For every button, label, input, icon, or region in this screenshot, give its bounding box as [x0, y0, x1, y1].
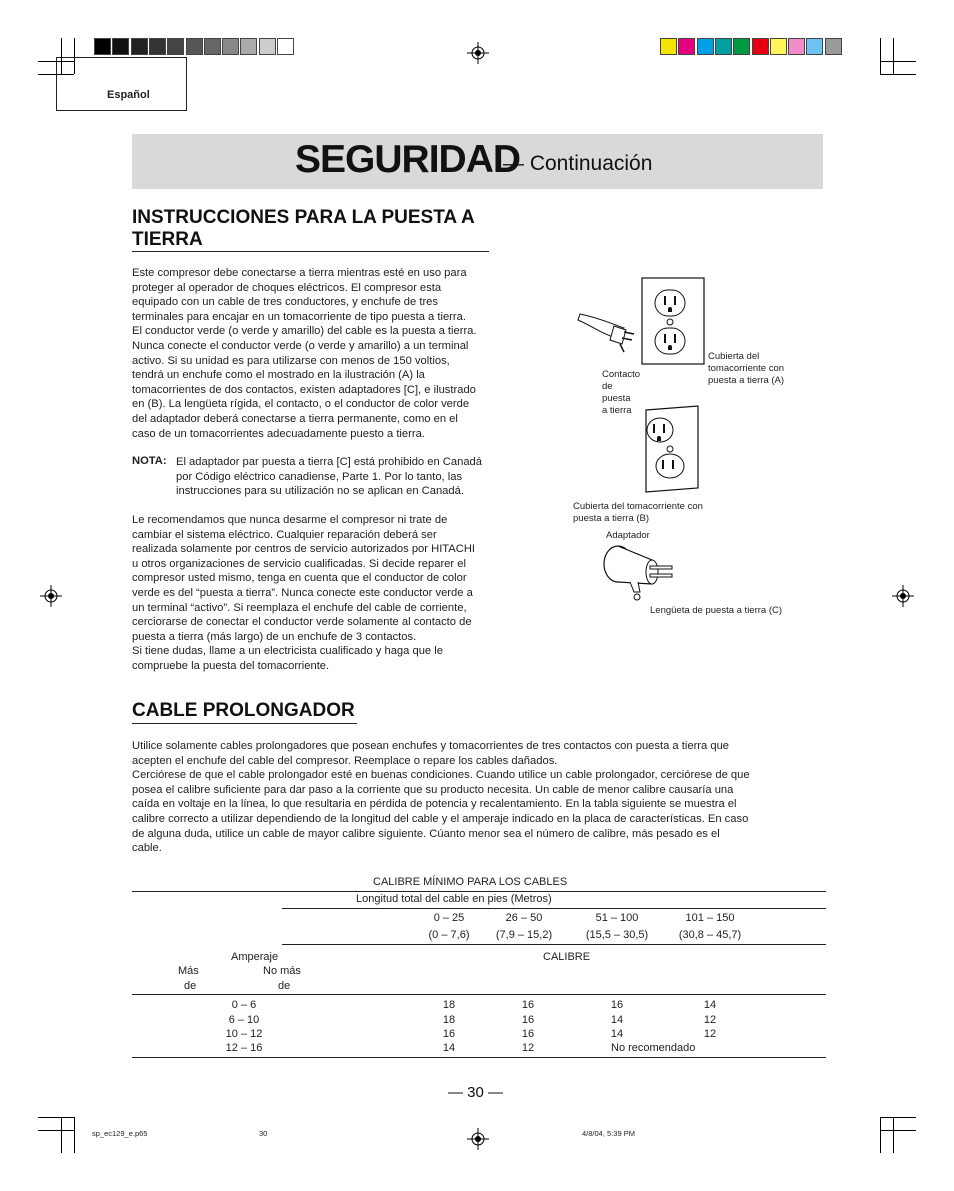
crop-mark: [893, 38, 894, 74]
text-line: Si tiene dudas, llame a un electricista cualificado y haga que le: [132, 645, 443, 658]
crop-mark: [61, 1117, 62, 1153]
registration-mark-icon: [467, 1128, 489, 1150]
footer-file: sp_ec129_e.p65: [92, 1129, 148, 1138]
page-number: — 30 —: [448, 1084, 504, 1101]
table-cell: 14: [703, 999, 717, 1011]
text-line: puesta a tierra (más largo) de un enchufe de 3 contactos.: [132, 630, 417, 643]
crop-mark: [880, 1130, 916, 1131]
label-line: Contacto: [602, 369, 641, 380]
table-rule-length: [282, 908, 826, 909]
color-swatch: [204, 38, 221, 55]
registration-mark-icon: [892, 585, 914, 607]
color-swatch: [259, 38, 276, 55]
table-cell: 18: [442, 999, 456, 1011]
footer-date: 4/8/04, 5:39 PM: [582, 1129, 635, 1138]
color-swatch: [240, 38, 257, 55]
grounding-paragraph-1: [132, 266, 532, 441]
grounding-heading-line2: TIERRA: [132, 229, 203, 250]
table-cell-amp: 10 – 12: [225, 1028, 263, 1040]
text-line: El conductor verde (o verde y amarillo) del cable es la puesta a tierra.: [132, 325, 477, 338]
language-label: Español: [107, 89, 150, 101]
table-cell-amp: 12 – 16: [225, 1042, 263, 1054]
text-line: tendrá un enchufe como el mostrado en la ilustración (A) la: [132, 369, 425, 382]
text-line: cambiar el sistema eléctrico. Cualquier reparación deberá ser: [132, 528, 437, 541]
label-line: tomacorriente con: [708, 363, 785, 374]
label-line: a tierra: [602, 405, 632, 416]
text-line: Nunca conecte el conductor verde (o verde y amarillo) a un terminal: [132, 339, 469, 352]
text-line: caso de un tomacorrientes adecuadamente puesto a tierra.: [132, 427, 425, 440]
crop-mark: [38, 1130, 74, 1131]
label-contacto: [602, 369, 640, 417]
text-line: u otros organizaciones de servicio cualificadas. Si decide reparer el: [132, 557, 466, 570]
text-line: equipado con un cable de tres conductores, y enchufe de tres: [132, 296, 438, 309]
text-line: compresor usted mismo, tenga en cuenta que el conductor de color: [132, 572, 467, 585]
label-line: puesta a tierra (B): [573, 513, 650, 524]
text-line: instrucciones para su utilización no se aplican en Canadá.: [176, 485, 464, 498]
table-rule-top: [132, 891, 826, 892]
text-line: realizada solamente por centros de servicio autorizados por HITACHI: [132, 543, 476, 556]
range-m: (0 – 7,6): [428, 929, 470, 941]
text-line: acepten el enchufe del cable del compresor. Reemplace o repare los cables dañados.: [132, 754, 558, 767]
label-cubierta-a: [708, 351, 784, 387]
text-line: cerciorarse de conectar el conductor verde solamente al contacto de: [132, 616, 472, 629]
calibre-label: CALIBRE: [543, 951, 591, 963]
de-label: de: [278, 980, 291, 992]
page-title: SEGURIDAD: [295, 138, 521, 181]
text-line: en (B). La lengüeta rígida, el contacto, o el conductor de color verde: [132, 398, 470, 411]
text-line: compruebe la puesta del tomacorriente.: [132, 659, 330, 672]
label-adaptador: Adaptador: [606, 530, 650, 541]
note-label: NOTA:: [132, 455, 167, 467]
text-line: proteger al operador de choques eléctricos. El compresor esta: [132, 281, 442, 294]
table-title: CALIBRE MÍNIMO PARA LOS CABLES: [373, 876, 568, 888]
color-swatch: [825, 38, 842, 55]
label-lengueta: Lengüeta de puesta a tierra (C): [650, 605, 783, 616]
label-line: Cubierta del: [708, 351, 760, 362]
table-length-header: Longitud total del cable en pies (Metros): [356, 893, 552, 905]
table-cell: 16: [442, 1028, 456, 1040]
text-line: Este compresor debe conectarse a tierra mientras esté en uso para: [132, 267, 467, 279]
label-line: puesta: [602, 393, 631, 404]
adapter-illustration: [600, 542, 680, 608]
text-line: caída en voltaje en la línea, lo que resultaria en pérdida de potencia y recalentamiento. En la tabla siguiente se muestra el: [132, 798, 737, 811]
amperaje-label: Amperaje: [231, 951, 279, 963]
no-mas-label: No más: [263, 965, 301, 977]
text-line: terminales para encajar en un tomacorriente de tipo puesta a tierra.: [132, 310, 466, 323]
label-cubierta-b: [573, 501, 703, 525]
table-cell: 12: [703, 1028, 717, 1040]
text-line: por Código eléctrico canadiense, Parte 1. Por lo tanto, las: [176, 470, 463, 483]
outlet-a-illustration: [572, 276, 712, 371]
text-line: de alguna duda, utilice un cable de mayor calibre siguiente. Cúanto menor sea el número de calibre, más pesado es el: [132, 827, 720, 840]
range-ft: 26 – 50: [505, 912, 543, 924]
color-swatch: [149, 38, 166, 55]
extension-paragraph: [132, 739, 832, 856]
table-cell-amp: 0 – 6: [231, 999, 257, 1011]
extension-heading: CABLE PROLONGADOR: [132, 700, 355, 721]
text-line: tomacorrientes de dos contactos, existen adaptadores [C], e ilustrado: [132, 383, 476, 396]
crop-mark: [880, 1117, 881, 1153]
grounding-paragraph-2: [132, 513, 532, 674]
footer-page: 30: [259, 1129, 268, 1138]
grounding-heading: [132, 207, 512, 251]
crop-mark: [880, 38, 881, 74]
table-cell: 16: [521, 999, 535, 1011]
label-line: puesta a tierra (A): [708, 375, 785, 386]
color-swatch: [752, 38, 769, 55]
table-cell: 12: [521, 1042, 535, 1054]
label-line: Cubierta del tomacorriente con: [573, 501, 703, 512]
color-swatch: [131, 38, 148, 55]
table-rule-header: [132, 994, 826, 995]
label-line: de: [602, 381, 613, 392]
table-cell: 14: [610, 1028, 624, 1040]
color-swatch: [733, 38, 750, 55]
title-banner: [132, 134, 823, 189]
color-swatch: [715, 38, 732, 55]
table-cell: 14: [610, 1014, 624, 1026]
crop-mark: [74, 1117, 75, 1153]
grounding-heading-line1: INSTRUCCIONES PARA LA PUESTA A: [132, 207, 475, 228]
range-ft: 51 – 100: [595, 912, 639, 924]
table-cell: 16: [521, 1028, 535, 1040]
mas-label: Más: [178, 965, 199, 977]
page-subtitle: — Continuación: [503, 152, 653, 175]
text-line: posea el calibre suficiente para dar paso a la corriente que su producto necesita. Un cable de menor calibre causaría una: [132, 783, 734, 796]
range-m: (30,8 – 45,7): [678, 929, 742, 941]
table-cell: 16: [521, 1014, 535, 1026]
table-cell: 16: [610, 999, 624, 1011]
text-line: calibre correcto a utilizar dependiendo de la longitud del cable y el amperaje indicado en la placa de características. En caso: [132, 812, 749, 825]
color-swatch: [697, 38, 714, 55]
table-cell: 14: [442, 1042, 456, 1054]
text-line: verde es del “puesta a tierra”. Nunca conecte este conductor verde a: [132, 586, 473, 599]
color-swatch: [660, 38, 677, 55]
text-line: del adaptador deberá conectarse a tierra permanente, como en el: [132, 412, 458, 425]
registration-mark-icon: [467, 42, 489, 64]
table-rule-bottom: [132, 1057, 826, 1058]
table-cell-amp: 6 – 10: [228, 1014, 260, 1026]
range-m: (15,5 – 30,5): [585, 929, 649, 941]
table-cell: 12: [703, 1014, 717, 1026]
range-m: (7,9 – 15,2): [495, 929, 553, 941]
extension-heading-rule: [132, 723, 357, 724]
color-swatch: [277, 38, 294, 55]
color-swatch: [788, 38, 805, 55]
crop-mark: [38, 1117, 74, 1118]
color-swatch: [112, 38, 129, 55]
range-ft: 0 – 25: [433, 912, 465, 924]
range-ft: 101 – 150: [685, 912, 735, 924]
text-line: un terminal “activo”. Si reemplaza el enchufe del cable de corriente,: [132, 601, 467, 614]
outlet-b-illustration: [640, 404, 700, 496]
table-cell: 18: [442, 1014, 456, 1026]
grounding-heading-rule: [132, 251, 489, 252]
color-swatch: [770, 38, 787, 55]
color-swatch: [222, 38, 239, 55]
registration-mark-icon: [40, 585, 62, 607]
text-line: cable.: [132, 842, 162, 855]
crop-mark: [880, 1117, 916, 1118]
crop-mark: [893, 1117, 894, 1153]
text-line: Le recomendamos que nunca desarme el compresor ni trate de: [132, 514, 448, 526]
text-line: activo. Si su unidad es para utilizarse con menos de 150 voltios,: [132, 354, 450, 367]
note-text: [176, 455, 536, 499]
color-swatch: [167, 38, 184, 55]
table-cell: No recomendado: [611, 1042, 696, 1054]
crop-mark: [880, 61, 916, 62]
text-line: Cerciórese de que el cable prolongador esté en buenas condiciones. Cuando utilice un cable prolongador, cerciórese de que: [132, 769, 750, 782]
language-tab: [56, 57, 187, 111]
crop-mark: [880, 74, 916, 75]
text-line: El adaptador par puesta a tierra [C] está prohibido en Canadá: [176, 456, 482, 468]
table-rule-ranges: [282, 944, 826, 945]
color-swatch: [94, 38, 111, 55]
de-label: de: [184, 980, 197, 992]
color-swatch: [806, 38, 823, 55]
color-swatch: [678, 38, 695, 55]
text-line: Utilice solamente cables prolongadores que posean enchufes y tomacorrientes de tres contactos con puesta a tierra que: [132, 740, 730, 752]
color-swatch: [186, 38, 203, 55]
